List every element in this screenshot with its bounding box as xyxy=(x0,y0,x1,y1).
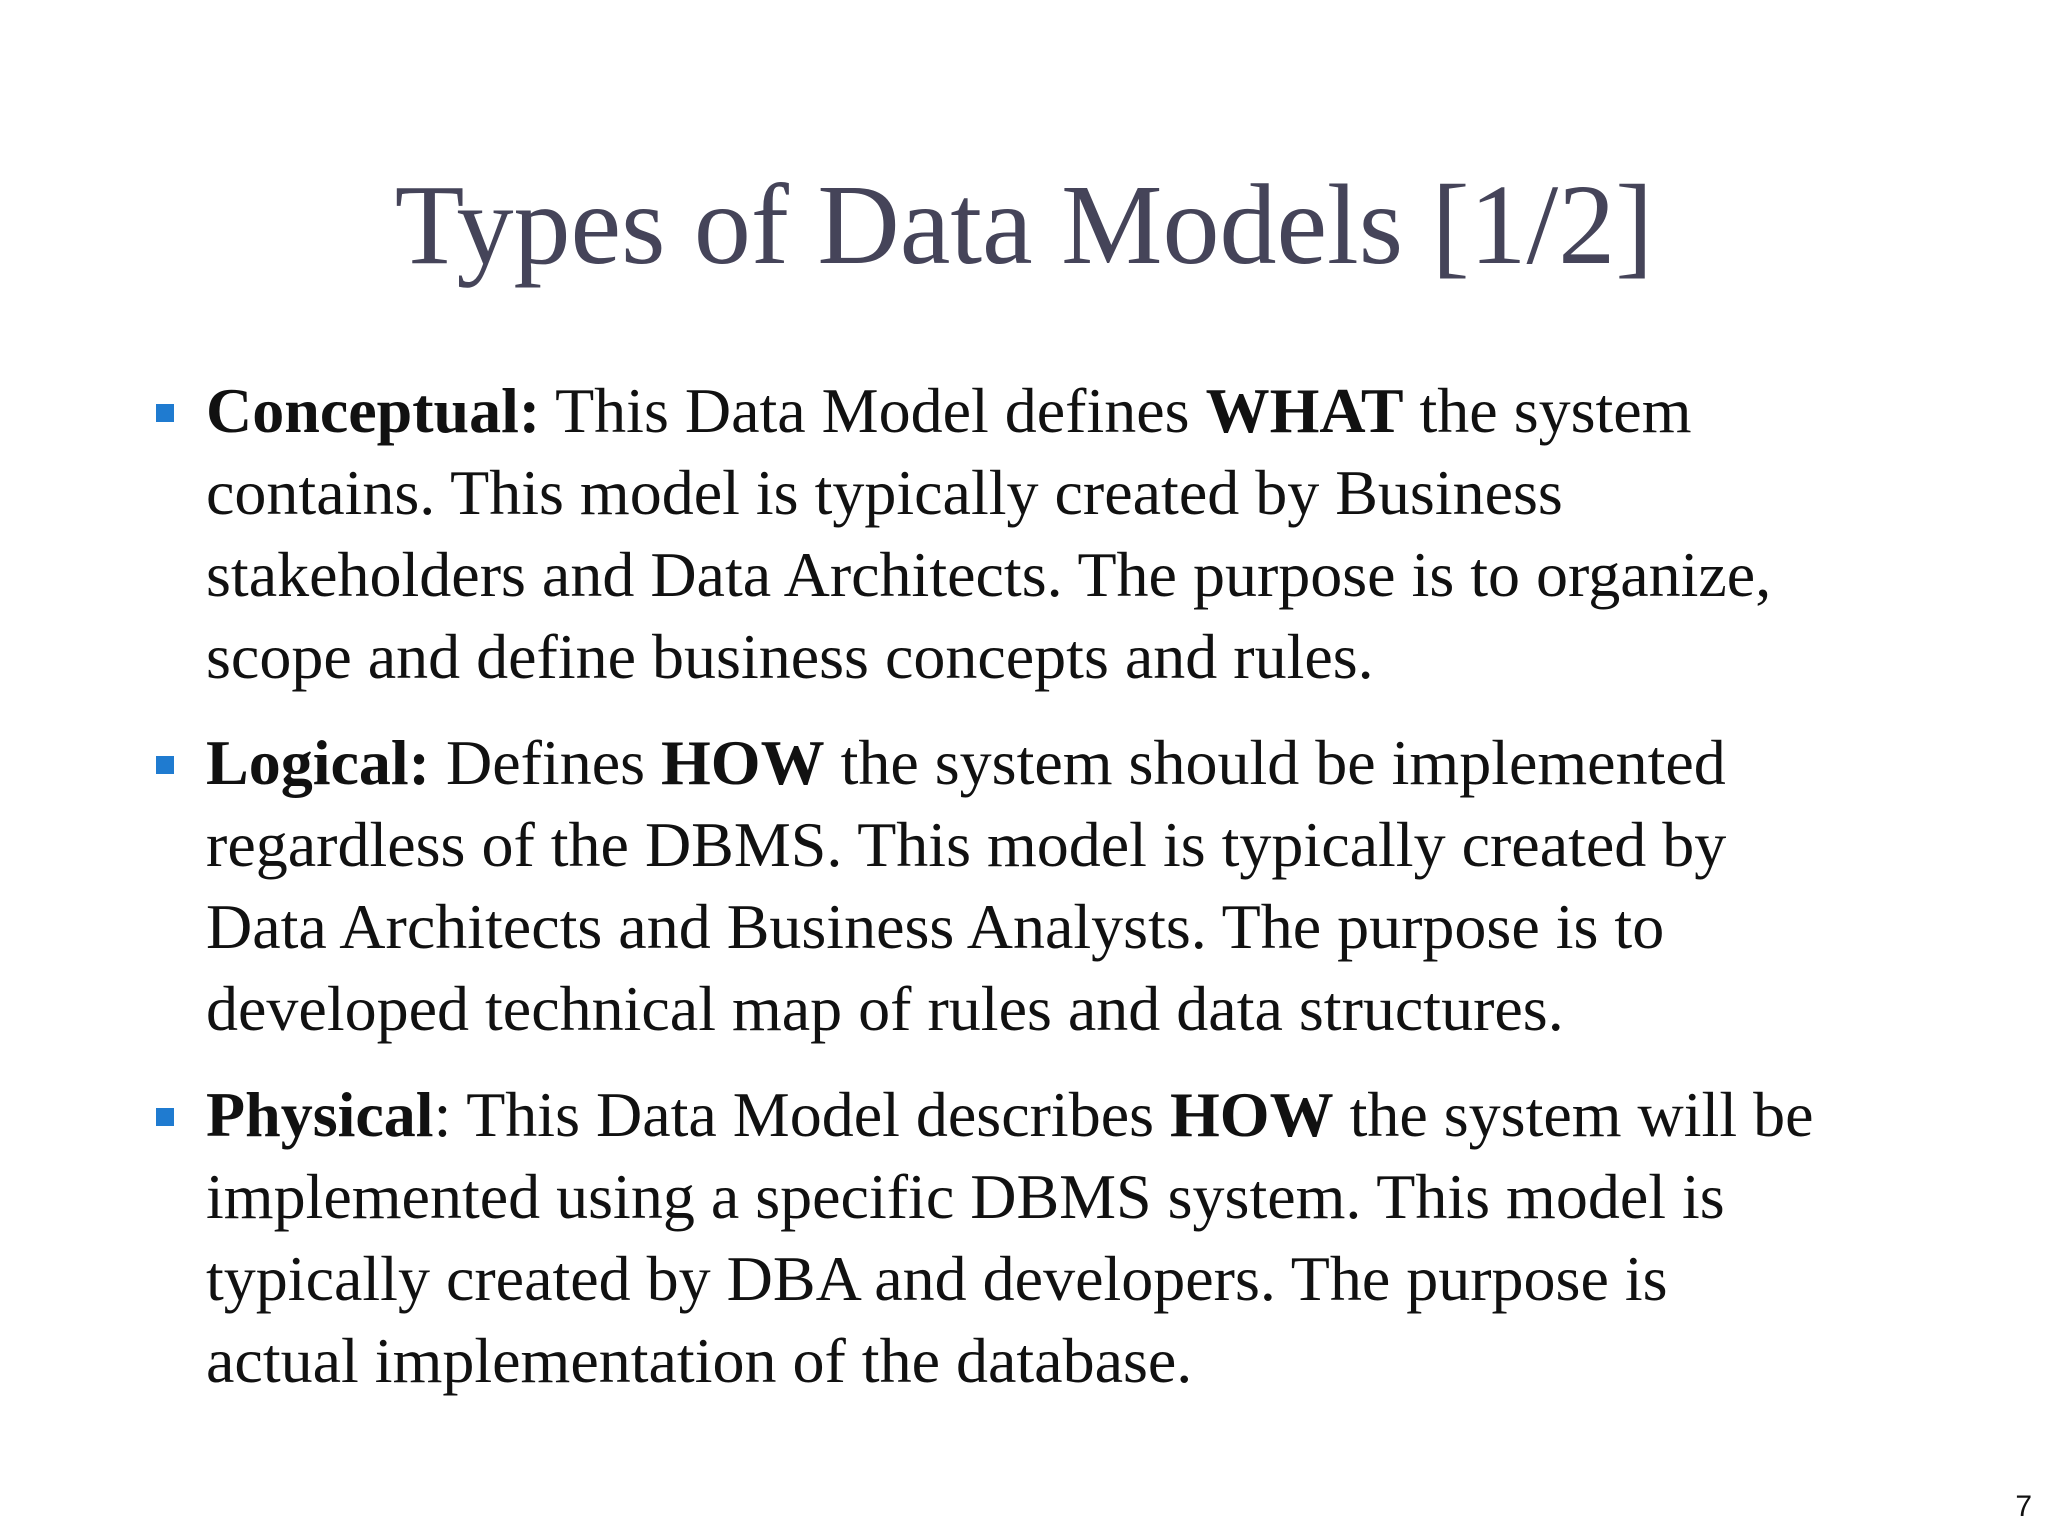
bullet-text: This Data Model defines xyxy=(540,375,1206,446)
bullet-line xyxy=(206,1074,1950,1156)
bullet-keyword: HOW xyxy=(1170,1079,1334,1150)
bullet-line xyxy=(206,370,1950,452)
square-bullet-icon xyxy=(156,404,174,422)
bullet-line: scope and define business concepts and rules. xyxy=(206,621,1374,692)
bullet-keyword: HOW xyxy=(661,727,825,798)
bullet-term: Conceptual: xyxy=(206,375,541,446)
square-bullet-icon xyxy=(156,756,174,774)
bullet-line: actual implementation of the database. xyxy=(206,1325,1193,1396)
bullet-conceptual xyxy=(150,370,1950,698)
bullet-text: the system will be xyxy=(1333,1079,1814,1150)
bullet-text: the system xyxy=(1403,375,1692,446)
bullet-line xyxy=(206,722,1950,804)
page-number: 7 xyxy=(2015,1490,2032,1523)
bullet-line: Data Architects and Business Analysts. The purpose is to xyxy=(206,891,1665,962)
bullet-text: the system should be implemented xyxy=(824,727,1726,798)
bullet-line: contains. This model is typically created by Business xyxy=(206,457,1563,528)
square-bullet-icon xyxy=(156,1108,174,1126)
bullet-text: Defines xyxy=(429,727,661,798)
bullet-logical xyxy=(150,722,1950,1050)
bullet-line: regardless of the DBMS. This model is typically created by xyxy=(206,809,1727,880)
bullet-text: : This Data Model describes xyxy=(433,1079,1170,1150)
bullet-line: typically created by DBA and developers. The purpose is xyxy=(206,1243,1668,1314)
bullet-term: Physical xyxy=(206,1079,434,1150)
bullet-list xyxy=(150,370,1950,1426)
bullet-line: developed technical map of rules and data structures. xyxy=(206,973,1564,1044)
bullet-line: stakeholders and Data Architects. The purpose is to organize, xyxy=(206,539,1772,610)
bullet-term: Logical: xyxy=(206,727,430,798)
bullet-line: implemented using a specific DBMS system. This model is xyxy=(206,1161,1725,1232)
bullet-physical xyxy=(150,1074,1950,1402)
slide-title: Types of Data Models [1/2] xyxy=(394,161,1654,288)
bullet-keyword: WHAT xyxy=(1205,375,1404,446)
